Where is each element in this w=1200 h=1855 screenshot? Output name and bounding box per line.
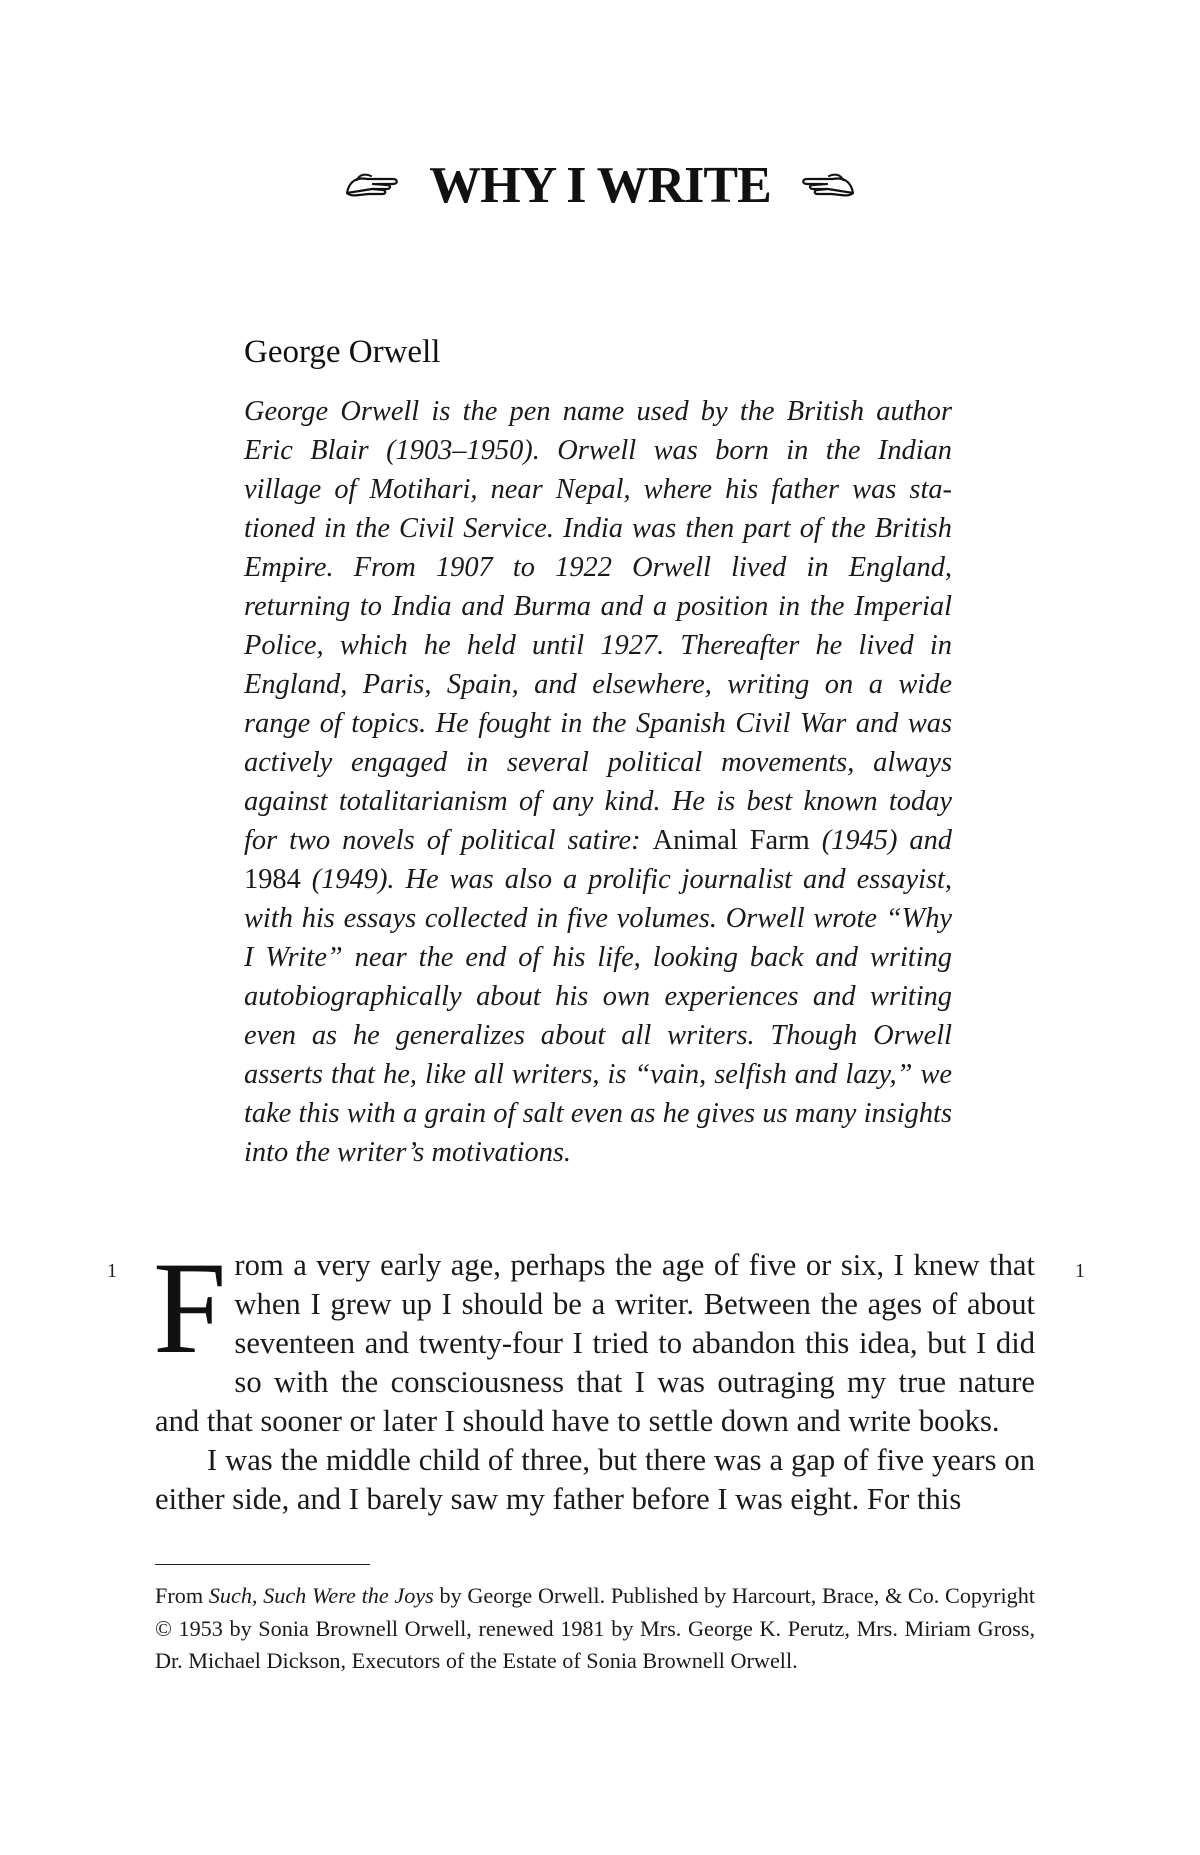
drop-cap: F [153,1234,227,1381]
author-name: George Orwell [244,334,441,370]
footnote-text: by George Orwell. Published by Harcourt, Brace, & Co. Copyright © 1953 by Sonia Brownell Orwell, renewed 1981 by Mrs. George K. Perutz, Mrs. Miriam Gross, Dr. Michael Dickson, Executors of the Estate of Sonia Brownell Orwell. [155,1583,1036,1673]
chapter-heading [0,150,1200,220]
footnote-source-title: Such, Such Were the Joys [208,1583,434,1608]
footnote-prefix: From [155,1583,209,1608]
bio-text-1: George Orwell is the pen name used by the British author Eric Blair (1903–1950). Orwell was born in the Indian village of Motihari, near Nepal, where his father was stationed in the Civil Service. India was then part of the British Empire. From 1907 to 1922 Orwell lived in England, returning to India and Burma and a position in the Imperial Police, which he held until 1927. Thereafter he lived in England, Paris, Spain, and elsewhere, writing on a wide range of topics. He fought in the Spanish Civil War and was actively engaged in several political movements, always against totalitarianism of any kind. He is best known today for two novels of political satire: [244,396,952,856]
pointing-hand-right-icon [343,167,401,203]
paragraph-1-text: rom a very early age, perhaps the age of five or six, I knew that when I grew up I should be a writer. Between the ages of about seventeen and twenty-four I tried to abandon this idea, but I did so with the consciousness that I was outraging my true nature and that sooner or later I should have to settle down and write books. [155,1248,1035,1438]
paragraph-number-left: 1 [107,1260,117,1282]
bio-book-title-1984: 1984 [244,864,301,895]
bio-text-2: (1945) and [809,825,952,856]
author-biography [244,392,952,1172]
pointing-hand-left-icon [799,167,857,203]
bio-book-title-animal-farm: Animal Farm [652,825,810,856]
essay-body [153,1234,1035,1519]
footnote-divider [155,1564,370,1565]
paragraph-number-right: 1 [1075,1260,1085,1282]
chapter-title: WHY I WRITE [429,156,771,214]
essay-paragraph-2: I was the middle child of three, but there was a gap of five years on either side, and I barely saw my father before I was eight. For this [155,1443,1035,1516]
source-footnote [155,1580,1035,1678]
bio-text-3: (1949). He was also a prolific journalist and essayist, with his essays collected in five volumes. Orwell wrote “Why I Write” near the end of his life, looking back and writing autobiographically about his own experiences and writing even as he generalizes about all writers. Though Orwell asserts that he, like all writers, is “vain, selfish and lazy,” we take this with a grain of salt even as he gives us many insights into the writer’s motivations. [244,864,952,1168]
essay-paragraph-1 [153,1234,1035,1441]
